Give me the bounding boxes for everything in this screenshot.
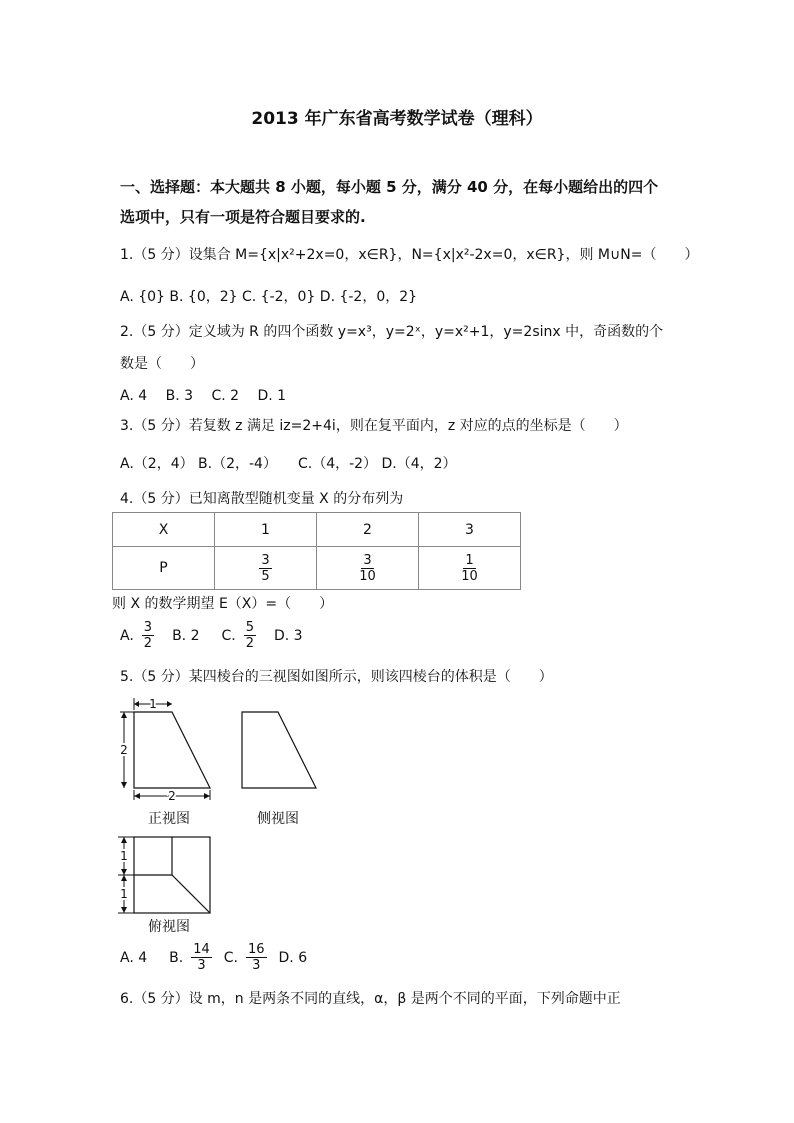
fraction [459,553,480,584]
question-5-options [120,942,307,973]
question-2-stem-line1: 2.（5 分）定义域为 R 的四个函数 y=x³，y=2ˣ，y=x²+1，y=2sinx 中，奇函数的个 [120,324,664,340]
fraction-numerator: 3 [363,552,372,568]
table-row [113,513,521,547]
front-view-figure [110,696,230,806]
option-b-label: B. [169,949,184,966]
question-3-options: A.（2，4） B.（2，-4） C.（4，-2） D.（4，2） [120,456,457,472]
fraction-denominator: 10 [461,568,478,584]
section-heading-line1: 一、选择题：本大题共 8 小题，每小题 5 分，满分 40 分，在每小题给出的四个 [120,178,659,196]
option-a-fraction [142,620,154,651]
dimension-label: 1 [120,849,128,863]
question-2-stem-line2: 数是（ ） [120,356,204,372]
option-c-fraction [246,942,267,973]
fraction-denominator: 2 [245,636,254,651]
side-view-figure [240,710,322,792]
fraction [259,553,271,584]
option-c-label: C. [223,949,238,966]
option-c-fraction [244,620,256,651]
top-view-caption: 俯视图 [148,919,190,935]
fraction-numerator: 14 [193,942,210,957]
option-b: B. 2 [172,627,200,644]
fraction-numerator: 3 [261,552,270,568]
dimension-label: 1 [149,697,157,711]
option-b-fraction [191,942,212,973]
table-cell: X [113,513,215,547]
page-title: 2013 年广东省高考数学试卷（理科） [251,109,543,129]
question-4-options [120,620,303,651]
table-cell [215,547,317,590]
fraction-numerator: 16 [247,942,265,957]
dimension-label: 2 [120,743,128,757]
fraction-denominator: 10 [359,568,376,584]
option-d: D. 3 [274,627,303,644]
fraction [357,553,378,584]
table-cell: 2 [317,513,419,547]
fraction-numerator: 3 [143,620,153,635]
fraction-numerator: 5 [245,620,254,635]
option-d: D. 6 [278,949,308,966]
option-a: A. 4 [120,949,148,966]
section-heading-line2: 选项中，只有一项是符合题目要求的. [120,208,366,226]
dimension-label: 2 [168,789,176,803]
question-3-stem: 3.（5 分）若复数 z 满足 iz=2+4i，则在复平面内，z 对应的点的坐标是（ ） [120,418,628,434]
option-c-label: C. [221,627,236,644]
distribution-table [112,512,521,590]
table-row [113,547,521,590]
question-6-stem: 6.（5 分）设 m，n 是两条不同的直线，α，β 是两个不同的平面，下列命题中正 [120,991,621,1007]
top-view-figure [110,834,220,918]
fraction-denominator: 2 [143,636,153,651]
front-view-caption: 正视图 [148,811,190,827]
fraction-denominator: 3 [252,958,261,973]
fraction-denominator: 3 [197,958,206,973]
table-cell [419,547,521,590]
fraction-denominator: 5 [261,568,270,584]
question-1-options: A. {0} B. {0，2} C. {-2，0} D. {-2，0，2} [120,289,418,305]
table-cell: P [113,547,215,590]
table-cell [317,547,419,590]
question-1-stem: 1.（5 分）设集合 M={x|x²+2x=0，x∈R}，N={x|x²-2x=0，x∈R}，则 M∪N=（ ） [120,247,699,263]
question-4-stem: 4.（5 分）已知离散型随机变量 X 的分布列为 [120,491,404,507]
question-5-stem: 5.（5 分）某四棱台的三视图如图所示，则该四棱台的体积是（ ） [120,669,553,685]
side-view-caption: 侧视图 [257,811,299,827]
option-a-label: A. [120,627,134,644]
dimension-label: 1 [120,887,128,901]
table-cell: 3 [419,513,521,547]
question-2-options: A. 4 B. 3 C. 2 D. 1 [120,388,287,404]
question-4-after-table: 则 X 的数学期望 E（X）=（ ） [112,596,334,612]
table-cell: 1 [215,513,317,547]
fraction-numerator: 1 [465,552,474,568]
